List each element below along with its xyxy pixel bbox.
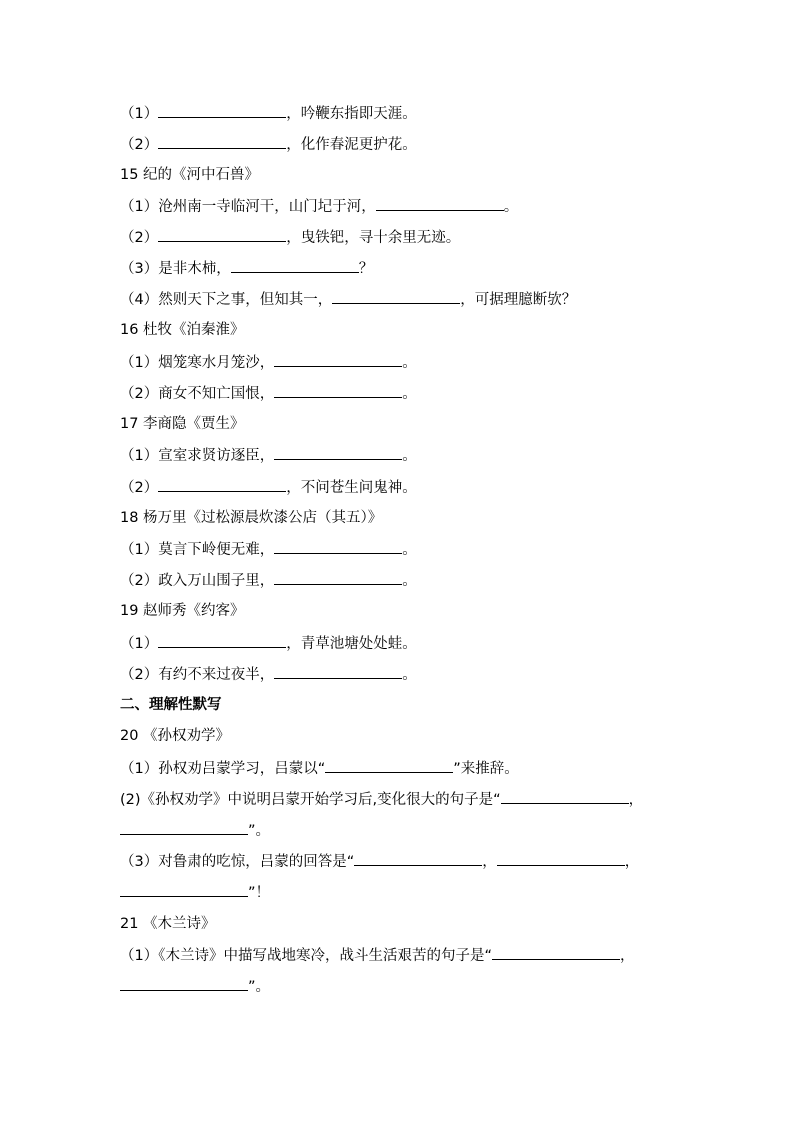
line-text: ”来推辞。 bbox=[453, 761, 519, 777]
line-text: ”！ bbox=[248, 885, 271, 901]
line-l23 bbox=[120, 789, 643, 810]
line-l05 bbox=[120, 227, 460, 248]
answer-blank[interactable] bbox=[274, 664, 402, 679]
answer-blank[interactable] bbox=[492, 945, 620, 960]
line-l22 bbox=[120, 758, 519, 779]
line-text: (2)《孙权劝学》中说明吕蒙开始学习后,变化很大的句子是“ bbox=[120, 792, 501, 808]
answer-blank[interactable] bbox=[274, 445, 402, 460]
line-text: （2）有约不来过夜半， bbox=[120, 667, 275, 683]
line-text: （3）对鲁肃的吃惊，吕蒙的回答是“ bbox=[120, 854, 355, 870]
line-text: （2） bbox=[120, 137, 159, 153]
answer-blank[interactable] bbox=[158, 477, 286, 492]
line-text: ，化作春泥更护花。 bbox=[286, 137, 417, 153]
line-text: 。 bbox=[402, 386, 417, 402]
line-text: （3）是非木柿， bbox=[120, 261, 231, 277]
line-l02 bbox=[120, 134, 417, 155]
answer-blank[interactable] bbox=[332, 289, 460, 304]
line-l27 bbox=[120, 914, 216, 934]
line-l25 bbox=[120, 851, 639, 872]
answer-blank[interactable] bbox=[158, 103, 286, 118]
line-text: 。 bbox=[503, 199, 519, 215]
line-text: 。 bbox=[402, 355, 417, 371]
line-text: ”。 bbox=[248, 979, 271, 995]
line-text: 。 bbox=[402, 667, 417, 683]
line-text: ， bbox=[624, 854, 640, 870]
answer-blank[interactable] bbox=[231, 258, 359, 273]
answer-blank[interactable] bbox=[274, 570, 402, 585]
line-l10 bbox=[120, 383, 417, 404]
line-l04 bbox=[120, 196, 518, 217]
line-text: 20 《孙权劝学》 bbox=[120, 728, 231, 744]
answer-blank[interactable] bbox=[158, 227, 286, 242]
answer-blank[interactable] bbox=[158, 633, 286, 648]
line-text: （4）然则天下之事，但知其一， bbox=[120, 292, 333, 308]
line-l16 bbox=[120, 570, 417, 591]
line-text: 21 《木兰诗》 bbox=[120, 916, 216, 932]
line-text: （1）烟笼寒水月笼沙， bbox=[120, 355, 275, 371]
line-l14 bbox=[120, 508, 382, 528]
line-text: （1）《木兰诗》中描写战地寒冷，战斗生活艰苦的句子是“ bbox=[120, 948, 492, 964]
line-l01 bbox=[120, 103, 417, 124]
line-text: （1） bbox=[120, 636, 159, 652]
line-text: ，曳铁钯，寻十余里无迹。 bbox=[286, 230, 461, 246]
answer-blank[interactable] bbox=[274, 352, 402, 367]
line-text: （2） bbox=[120, 230, 159, 246]
line-l21 bbox=[120, 726, 230, 746]
line-text: 。 bbox=[402, 542, 417, 558]
line-l12 bbox=[120, 445, 417, 466]
line-text: （1）沧州南一寺临河干，山门圮于河， bbox=[120, 199, 376, 215]
line-l06 bbox=[120, 258, 373, 279]
answer-blank[interactable] bbox=[158, 134, 286, 149]
line-l07 bbox=[120, 289, 576, 310]
line-text: （1）孙权劝吕蒙学习，吕蒙以“ bbox=[120, 761, 326, 777]
answer-blank[interactable] bbox=[501, 789, 629, 804]
line-text: （2） bbox=[120, 480, 159, 496]
line-l09 bbox=[120, 352, 417, 373]
line-text: 。 bbox=[402, 448, 417, 464]
answer-blank[interactable] bbox=[120, 820, 248, 835]
line-text: （1）宣室求贤访逐臣， bbox=[120, 448, 275, 464]
line-text: （1） bbox=[120, 106, 159, 122]
line-text: 二、理解性默写 bbox=[120, 697, 222, 713]
line-text: 19 赵师秀《约客》 bbox=[120, 603, 245, 619]
line-l03 bbox=[120, 165, 259, 185]
answer-blank[interactable] bbox=[376, 196, 504, 211]
line-l20 bbox=[120, 695, 222, 715]
answer-blank[interactable] bbox=[120, 976, 248, 991]
line-text: ，可据理臆断欤？ bbox=[460, 292, 577, 308]
answer-blank[interactable] bbox=[354, 851, 482, 866]
answer-blank[interactable] bbox=[497, 851, 625, 866]
line-text: 。 bbox=[402, 573, 417, 589]
line-l26 bbox=[120, 882, 270, 903]
line-text: 15 纪的《河中石兽》 bbox=[120, 167, 260, 183]
line-l28 bbox=[120, 945, 635, 966]
line-text: ”。 bbox=[248, 823, 271, 839]
line-text: 16 杜牧《泊秦淮》 bbox=[120, 322, 245, 338]
answer-blank[interactable] bbox=[325, 758, 453, 773]
line-l08 bbox=[120, 320, 245, 340]
line-l19 bbox=[120, 664, 417, 685]
line-l13 bbox=[120, 477, 417, 498]
line-text: ，不问苍生问鬼神。 bbox=[286, 480, 417, 496]
line-text: 17 李商隐《贾生》 bbox=[120, 416, 245, 432]
line-l24 bbox=[120, 820, 270, 841]
line-text: 18 杨万里《过松源晨炊漆公店（其五）》 bbox=[120, 510, 383, 526]
answer-blank[interactable] bbox=[274, 539, 402, 554]
line-text: （2）商女不知亡国恨， bbox=[120, 386, 275, 402]
line-l29 bbox=[120, 976, 270, 997]
line-text: ， bbox=[628, 792, 644, 808]
answer-blank[interactable] bbox=[120, 882, 248, 897]
line-l11 bbox=[120, 414, 245, 434]
line-l15 bbox=[120, 539, 417, 560]
line-l17 bbox=[120, 601, 245, 621]
line-text: （1）莫言下岭便无难， bbox=[120, 542, 275, 558]
answer-blank[interactable] bbox=[274, 383, 402, 398]
line-text: ，吟鞭东指即天涯。 bbox=[286, 106, 417, 122]
line-text: ？ bbox=[358, 261, 374, 277]
line-text: ， bbox=[620, 948, 635, 964]
line-text: ，青草池塘处处蛙。 bbox=[286, 636, 417, 652]
line-l18 bbox=[120, 633, 417, 654]
line-text: ， bbox=[482, 854, 497, 870]
line-text: （2）政入万山围子里， bbox=[120, 573, 275, 589]
